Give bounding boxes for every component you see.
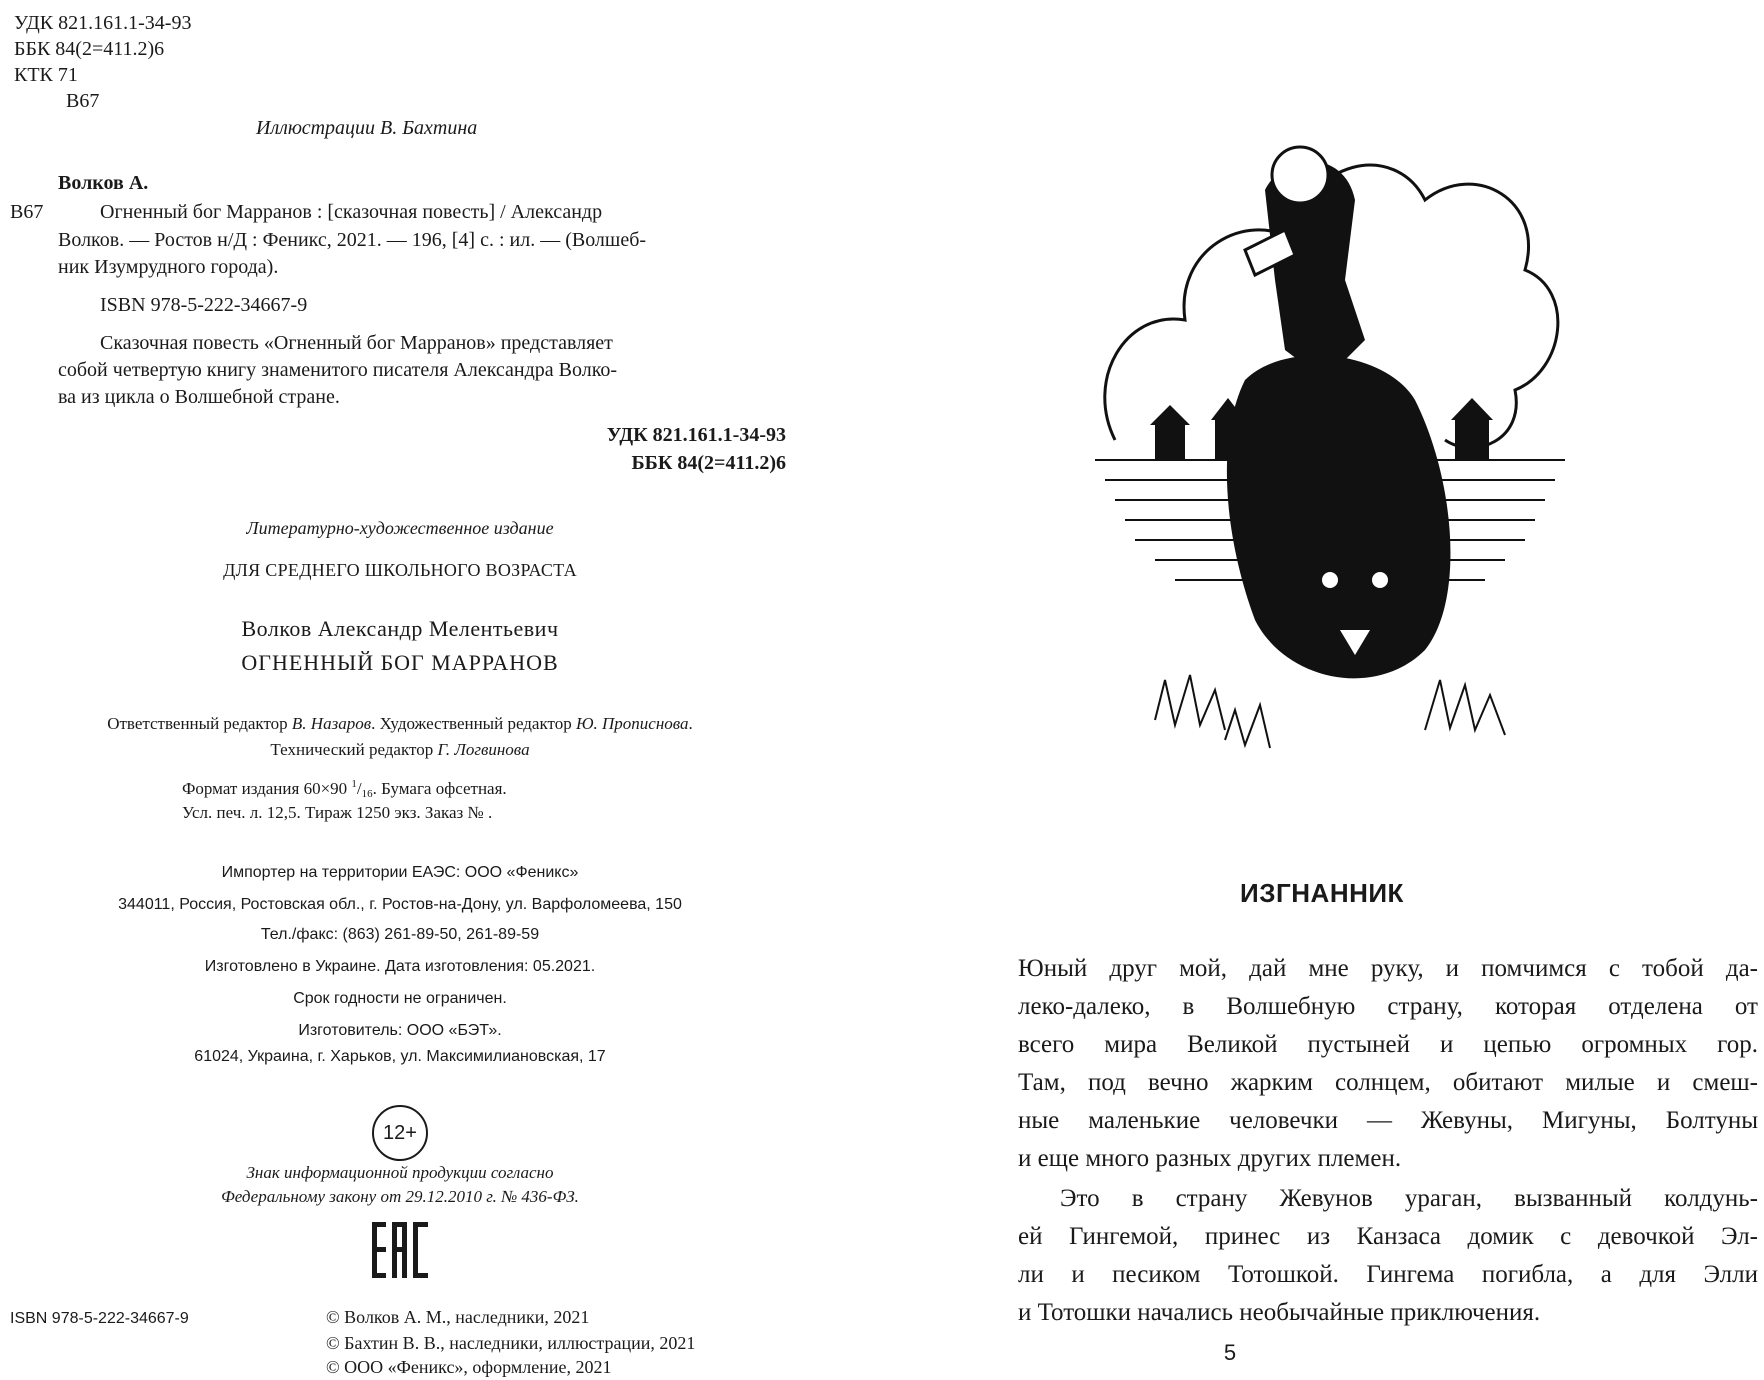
body-line: Это в страну Жевунов ураган, вызванный колдунь- [1060, 1185, 1758, 1212]
art-editor-label: . Художественный редактор [371, 714, 576, 733]
chapter-title: ИЗГНАННИК [1240, 878, 1404, 908]
full-author-name: Волков Александр Мелентьевич [241, 616, 559, 641]
responsible-editor-name: В. Назаров [291, 714, 372, 733]
format-suffix: . Бумага офсетная. [372, 779, 507, 798]
importer-line: Срок годности не ограничен. [293, 990, 507, 1007]
body-line: Юный друг мой, дай мне руку, и помчимся с тобой да- [1018, 955, 1758, 982]
bib-line: Огненный бог Марранов : [сказочная повесть] / Александр [100, 201, 603, 223]
bib-line: ник Изумрудного города). [58, 256, 279, 278]
author-heading: Волков А. [58, 172, 149, 194]
book-title: ОГНЕННЫЙ БОГ МАРРАНОВ [241, 650, 559, 675]
annotation-line: ва из цикла о Волшебной стране. [58, 386, 340, 408]
body-line: и Тотошки начались необычайные приключения. [1018, 1299, 1541, 1326]
copyright-line: © Волков А. М., наследники, 2021 [326, 1307, 590, 1327]
udk-bold: УДК 821.161.1-34-93 [606, 424, 786, 446]
annotation-line: собой четвертую книгу знаменитого писателя Александра Волко- [58, 359, 618, 381]
bbk-bold: ББК 84(2=411.2)6 [631, 452, 786, 474]
page-number: 5 [1223, 1340, 1237, 1365]
body-line: всего мира Великой пустыней и цепью огромных гор. [1018, 1031, 1758, 1058]
body-line: ли и песиком Тотошкой. Гингема погибла, а для Элли [1018, 1261, 1758, 1288]
body-line: ей Гингемой, принес из Канзаса домик с девочкой Эл- [1018, 1223, 1758, 1250]
bib-line: Волков. — Ростов н/Д : Феникс, 2021. — 196, [4] с. : ил. — (Волшеб- [58, 229, 647, 251]
chapter-page [880, 0, 1764, 1380]
body-line: Там, под вечно жарким солнцем, обитают милые и смеш- [1018, 1069, 1758, 1096]
format-line [182, 778, 507, 800]
bib-sign: В67 [10, 201, 44, 223]
print-run-line: Усл. печ. л. 12,5. Тираж 1250 экз. Заказ № . [182, 803, 493, 822]
edition-type: Литературно-художественное издание [246, 518, 554, 538]
editors-line [0, 714, 800, 734]
importer-line: Изготовлено в Украине. Дата изготовления: 05.2021. [204, 958, 596, 975]
responsible-editor-label: Ответственный редактор [107, 714, 292, 733]
tech-editor-line [0, 740, 800, 760]
ktk-code: КТК 71 [14, 64, 78, 86]
chapter-illustration [1095, 80, 1565, 780]
body-line: леко-далеко, в Волшебную страну, которая отделена от [1018, 993, 1758, 1020]
importer-line: 344011, Россия, Ростовская обл., г. Ростов-на-Дону, ул. Варфоломеева, 150 [118, 896, 682, 913]
bbk-code: ББК 84(2=411.2)6 [14, 38, 165, 60]
author-sign: В67 [66, 90, 100, 112]
imprint-page [0, 0, 800, 1380]
importer-line: Тел./факс: (863) 261-89-50, 261-89-59 [260, 926, 540, 943]
udk-code: УДК 821.161.1-34-93 [14, 12, 192, 34]
tech-editor-label: Технический редактор [270, 740, 438, 759]
format-den: 16 [361, 788, 373, 800]
eac-mark-icon [370, 1220, 430, 1280]
isbn-line: ISBN 978-5-222-34667-9 [100, 294, 308, 316]
body-line: и еще много разных других племен. [1018, 1145, 1402, 1172]
importer-line: 61024, Украина, г. Харьков, ул. Максимилиановская, 17 [194, 1048, 606, 1065]
copyright-line: © ООО «Феникс», оформление, 2021 [326, 1357, 612, 1377]
format-num: 1 [351, 778, 357, 790]
age-rating-badge: 12+ [372, 1105, 428, 1161]
format-prefix: Формат издания 60×90 [182, 779, 352, 798]
tech-editor-name: Г. Логвинова [437, 740, 530, 759]
art-editor-name: Ю. Прописнова [575, 714, 689, 733]
format-slash: / [356, 779, 362, 798]
bottom-isbn: ISBN 978-5-222-34667-9 [10, 1310, 189, 1327]
law-line: Знак информационной продукции согласно [246, 1163, 554, 1182]
annotation-line: Сказочная повесть «Огненный бог Марранов» представляет [100, 332, 613, 354]
age-group: ДЛЯ СРЕДНЕГО ШКОЛЬНОГО ВОЗРАСТА [223, 560, 577, 580]
law-line: Федеральному закону от 29.12.2010 г. № 436-ФЗ. [221, 1187, 579, 1206]
importer-line: Импортер на территории ЕАЭС: ООО «Феникс» [221, 864, 579, 881]
editors-end: . [688, 714, 693, 733]
body-line: ные маленькие человечки — Жевуны, Мигуны, Болтуны [1018, 1107, 1758, 1134]
copyright-line: © Бахтин В. В., наследники, иллюстрации, 2021 [326, 1333, 696, 1353]
importer-line: Изготовитель: ООО «БЭТ». [298, 1022, 502, 1039]
illustrator-credit: Иллюстрации В. Бахтина [256, 117, 478, 139]
